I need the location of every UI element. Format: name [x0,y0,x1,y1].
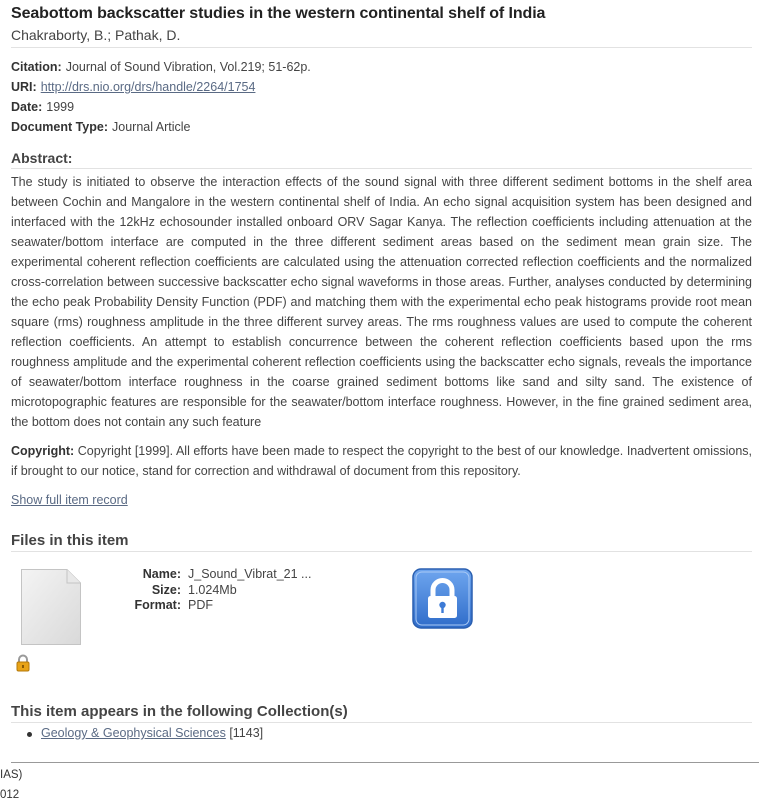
citation-label: Citation: [11,60,62,74]
footer-divider [11,762,759,763]
file-size-value: 1.024Mb [188,582,237,597]
file-size-label: Size: [151,582,181,597]
show-full-record-link[interactable]: Show full item record [11,493,128,507]
date-row [11,100,74,114]
file-size-row [121,583,311,599]
restricted-access-lock-icon[interactable] [412,568,473,629]
collections-list [11,726,263,740]
date-label: Date: [11,100,43,114]
file-name-row [121,567,311,583]
doctype-row [11,120,191,134]
divider [11,47,752,48]
collection-count: [1143] [229,726,264,740]
doctype-label: Document Type: [11,120,108,134]
date-value: 1999 [46,100,75,114]
files-heading: Files in this item [11,532,129,549]
doctype-value: Journal Article [112,120,191,134]
file-format-label: Format: [134,598,181,612]
copyright-text: Copyright [1999]. All efforts have been made to respect the copyright to the best of our knowledge. Inadvertent omissions, if brought to our notice, stand for correction and withdrawal of document from this repository. [11,444,752,478]
divider [11,722,752,723]
bullet [27,732,32,737]
uri-label: URI: [11,80,37,94]
file-format-value: PDF [188,598,213,612]
copyright-block [11,441,752,481]
file-name-value: J_Sound_Vibrat_21 ... [188,567,312,581]
footer-line-1: IAS) [0,769,23,781]
file-name-label: Name: [142,567,181,581]
collection-link[interactable]: Geology & Geophysical Sciences [41,726,226,740]
file-metadata [121,567,311,614]
lock-icon [15,654,31,672]
file-format-row [121,598,311,614]
collection-item [11,726,263,740]
file-thumbnail-icon[interactable] [21,569,81,645]
footer-line-2: 012 [0,789,20,800]
abstract-text: The study is initiated to observe the interaction effects of the sound signal with three different sediment bottoms in the shelf area between Cochin and Mangalore in the western continental shelf of India. An echo signal acquisition system has been designed and interfaced with the 12kHz echosounder installed onboard ORV Sagar Kanya. The reflection coefficients including attenuation at the seawater/bottom interface are computed in the three different sediment areas based on the sediment mean grain size. The experimental coherent reflection coefficients are calculated using the attenuation corrected reflection coefficients and the normalized cross-correlation between successive backscatter echo signal waveforms in those areas. Further, analyses conducted by determining the echo peak Probability Density Function (PDF) and matching them with the experimental echo peak histograms provide root mean square (rms) roughness amplitude in the three different survey areas. The rms roughness values are used to compute the coherent reflection coefficients. An attempt to establish concurrence between the coherent reflection coefficients based upon the rms roughness amplitude and the experimental coherent reflection coefficients using the backscatter echo signals, reveals the importance of seawater/bottom interface roughness in the coarse grained sediment bottoms like sand and silty sand. The existence of microtopographic features are responsible for the seawater/bottom interface roughness. However, in the fine grained sediment area, the bottom does not contain any such feature [11,175,752,429]
citation-row [11,60,311,74]
citation-value: Journal of Sound Vibration, Vol.219; 51-62p. [65,60,311,74]
item-title: Seabottom backscatter studies in the western continental shelf of India [11,5,546,22]
divider [11,168,752,169]
abstract-heading: Abstract: [11,150,73,166]
uri-link[interactable]: http://drs.nio.org/drs/handle/2264/1754 [40,80,256,94]
divider [11,551,752,552]
uri-row [11,80,255,94]
collections-heading: This item appears in the following Collection(s) [11,703,348,720]
item-authors: Chakraborty, B.; Pathak, D. [11,27,181,43]
copyright-label: Copyright: [11,444,75,458]
